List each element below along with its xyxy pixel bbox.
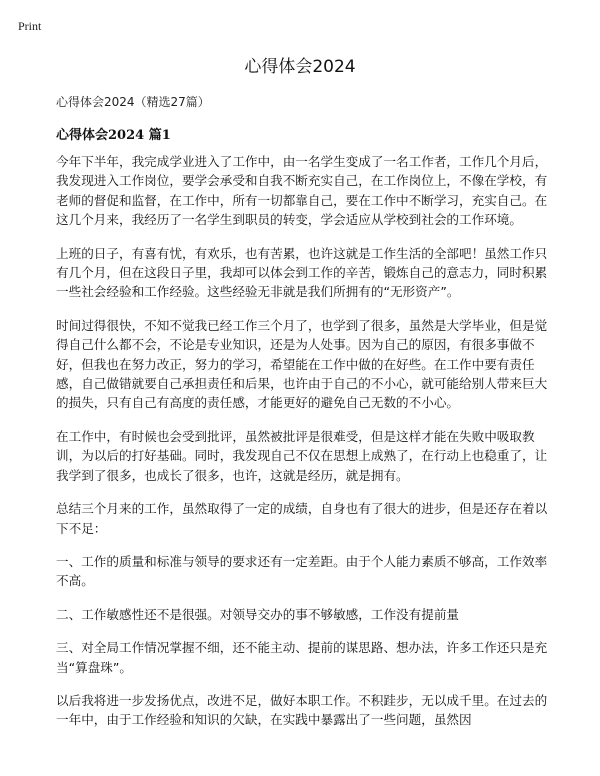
paragraph: 上班的日子，有喜有忧，有欢乐，也有苦累，也许这就是工作生活的全部吧！虽然工作只有几个月，但在这段日子里，我却可以体会到工作的辛苦，锻炼自己的意志力，同时积累一些社会经验和工作经验。这些经验无非就是我们所拥有的“无形资产”。 <box>56 245 548 300</box>
paragraph: 在工作中，有时候也会受到批评，虽然被批评是很难受，但是这样才能在失败中吸取教训，为以后的打好基础。同时，我发现自己不仅在思想上成熟了，在行动上也稳重了，让我学到了很多，也成长了很多，也许，这就是经历，就是拥有。 <box>56 428 548 483</box>
paragraph: 总结三个月来的工作，虽然取得了一定的成绩，自身也有了很大的进步，但是还存在着以下不足： <box>56 501 548 536</box>
print-link[interactable]: Print <box>18 19 42 33</box>
article-body <box>56 152 553 744</box>
section-heading: 心得体会2024 篇1 <box>56 128 171 143</box>
document-subtitle: 心得体会2024（精选27篇） <box>56 95 210 109</box>
paragraph: 二、工作敏感性还不是很强。对领导交办的事不够敏感，工作没有提前量 <box>56 606 459 622</box>
paragraph: 一、工作的质量和标准与领导的要求还有一定差距。由于个人能力素质不够高，工作效率不高。 <box>56 553 548 589</box>
paragraph: 今年下半年，我完成学业进入了工作中，由一名学生变成了一名工作者，工作几个月后，我发现进入工作岗位，要学会承受和自我不断充实自己，在工作岗位上，不像在学校，有老师的督促和监督，在工作中，所有一切都靠自己，要在工作中不断学习，充实自己。在这几个月来，我经历了一名学生到职员的转变，学会适应从学校到社会的工作环境。 <box>56 154 548 228</box>
page-title: 心得体会2024 <box>244 57 356 77</box>
paragraph: 时间过得很快，不知不觉我已经工作三个月了，也学到了很多，虽然是大学毕业，但是觉得自己什么都不会，不论是专业知识，还是为人处事。因为自己的原因，有很多事做不好，但我也在努力改正，努力的学习，希望能在工作中做的在好些。在工作中要有责任感，自己做错就要自己承担责任和后果，也许由于自己的不小心，就可能给别人带来巨大的损失，只有自己有高度的责任感，才能更好的避免自己无数的不小心。 <box>56 317 548 411</box>
paragraph: 以后我将进一步发扬优点，改进不足，做好本职工作。不积跬步，无以成千里。在过去的一年中，由于工作经验和知识的欠缺，在实践中暴露出了一些问题，虽然因 <box>56 692 548 728</box>
paragraph: 三、对全局工作情况掌握不细，还不能主动、提前的谋思路、想办法，许多工作还只是充当“算盘珠”。 <box>56 640 548 675</box>
